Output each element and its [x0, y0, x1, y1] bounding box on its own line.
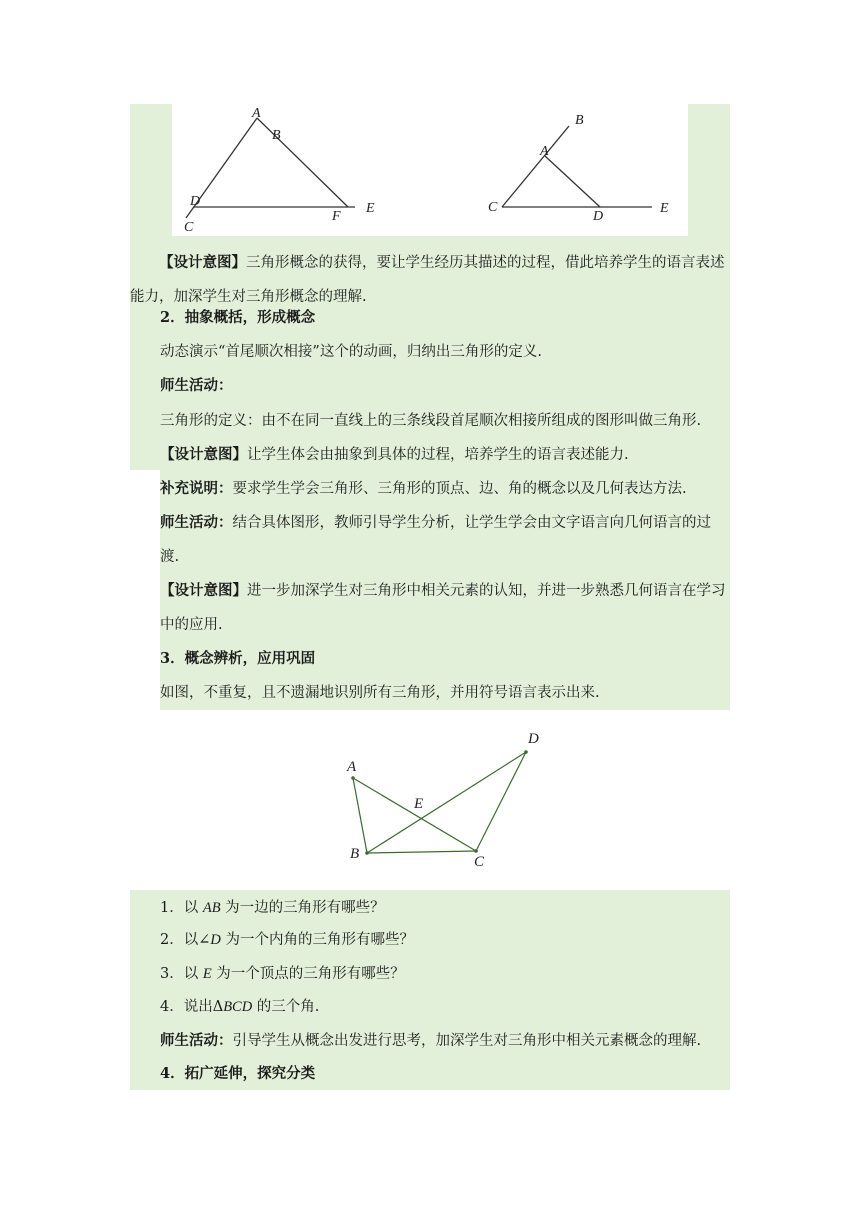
teacher-student-activity-2	[160, 1031, 701, 1051]
figure-quadrilateral-svg	[340, 724, 550, 870]
q3-post: 为一个顶点的三角形有哪些？	[211, 966, 405, 982]
q4-post: 的三个角.	[252, 999, 320, 1015]
fig2-label-e: E	[660, 201, 669, 216]
fig2-label-c: C	[488, 200, 498, 215]
question-3	[160, 964, 405, 984]
q2-math: D	[210, 932, 221, 948]
q4-pre: 4．说出Δ	[160, 999, 224, 1015]
triangle-definition: 三角形的定义：由不在同一直线上的三条线段首尾顺次相接所组成的图形叫做三角形.	[160, 413, 702, 429]
activity-tag: 师生活动：	[160, 1032, 233, 1049]
figure-top	[172, 104, 688, 236]
design-intent-text: 让学生体会由抽象到具体的过程，培养学生的语言表述能力.	[247, 447, 629, 463]
q1-pre: 1．以	[160, 900, 203, 916]
fig3-label-a: A	[347, 759, 357, 775]
fig2-label-a: A	[540, 144, 549, 159]
question-2	[160, 930, 414, 950]
highlight-bottom	[130, 890, 730, 1090]
supplementary-text: 要求学生学会三角形、三角形的顶点、边、角的概念以及几何表达方法.	[232, 481, 687, 497]
teacher-student-label: 师生活动：	[160, 377, 233, 394]
fig1-label-d: D	[190, 194, 201, 209]
q4-math: BCD	[223, 999, 253, 1015]
figure-quadrilateral	[340, 724, 550, 870]
teacher-student-activity-1	[160, 506, 730, 574]
fig3-label-c: C	[474, 854, 485, 870]
fig1-label-c: C	[184, 220, 194, 235]
fig3-label-d: D	[528, 731, 539, 747]
section-heading-3: 3．概念辨析，应用巩固	[160, 650, 316, 667]
supplementary-tag: 补充说明：	[160, 480, 233, 497]
design-intent-tag: 【设计意图】	[160, 582, 247, 599]
fig1-label-e: E	[366, 201, 375, 216]
q1-math: AB	[202, 900, 221, 916]
fig3-label-e: E	[414, 796, 424, 812]
fig2-label-d: D	[593, 209, 604, 224]
design-intent-3	[160, 574, 730, 642]
question-4	[160, 997, 319, 1017]
design-intent-1	[130, 246, 730, 314]
supplementary-note	[160, 479, 687, 499]
q1-post: 为一边的三角形有哪些？	[220, 900, 385, 916]
fig1-label-b: B	[272, 128, 281, 143]
section-heading-4: 4．拓广延伸，探究分类	[160, 1065, 316, 1082]
fig3-label-b: B	[350, 846, 360, 862]
q2-pre: 2．以∠	[160, 932, 211, 948]
fig1-label-f: F	[332, 209, 341, 224]
design-intent-tag: 【设计意图】	[160, 446, 247, 463]
figure-top-svg	[172, 104, 688, 236]
instruction-paragraph: 如图，不重复，且不遗漏地识别所有三角形，并用符号语言表示出来.	[160, 685, 600, 701]
design-intent-2	[160, 445, 629, 465]
q3-pre: 3．以	[160, 966, 203, 982]
fig2-label-b: B	[575, 113, 584, 128]
paragraph-animation: 动态演示“首尾顺次相接”这个的动画，归纳出三角形的定义.	[160, 344, 542, 360]
section-heading-2: 2．抽象概括，形成概念	[160, 309, 316, 326]
design-intent-text: 进一步加深学生对三角形中相关元素的认知，并进一步熟悉几何语言在学习中的应用.	[160, 583, 726, 633]
q3-math: E	[202, 966, 212, 982]
question-1	[160, 898, 385, 918]
design-intent-text: 三角形概念的获得，要让学生经历其描述的过程，借此培养学生的语言表述能力，加深学生对三角形概念的理解.	[130, 255, 725, 305]
activity-tag: 师生活动：	[160, 514, 233, 531]
activity-text: 引导学生从概念出发进行思考，加深学生对三角形中相关元素概念的理解.	[232, 1033, 702, 1049]
q2-post: 为一个内角的三角形有哪些？	[220, 932, 414, 948]
activity-text: 结合具体图形，教师引导学生分析，让学生学会由文字语言向几何语言的过渡.	[160, 515, 711, 565]
design-intent-tag: 【设计意图】	[159, 254, 246, 271]
fig1-label-a: A	[252, 106, 261, 121]
